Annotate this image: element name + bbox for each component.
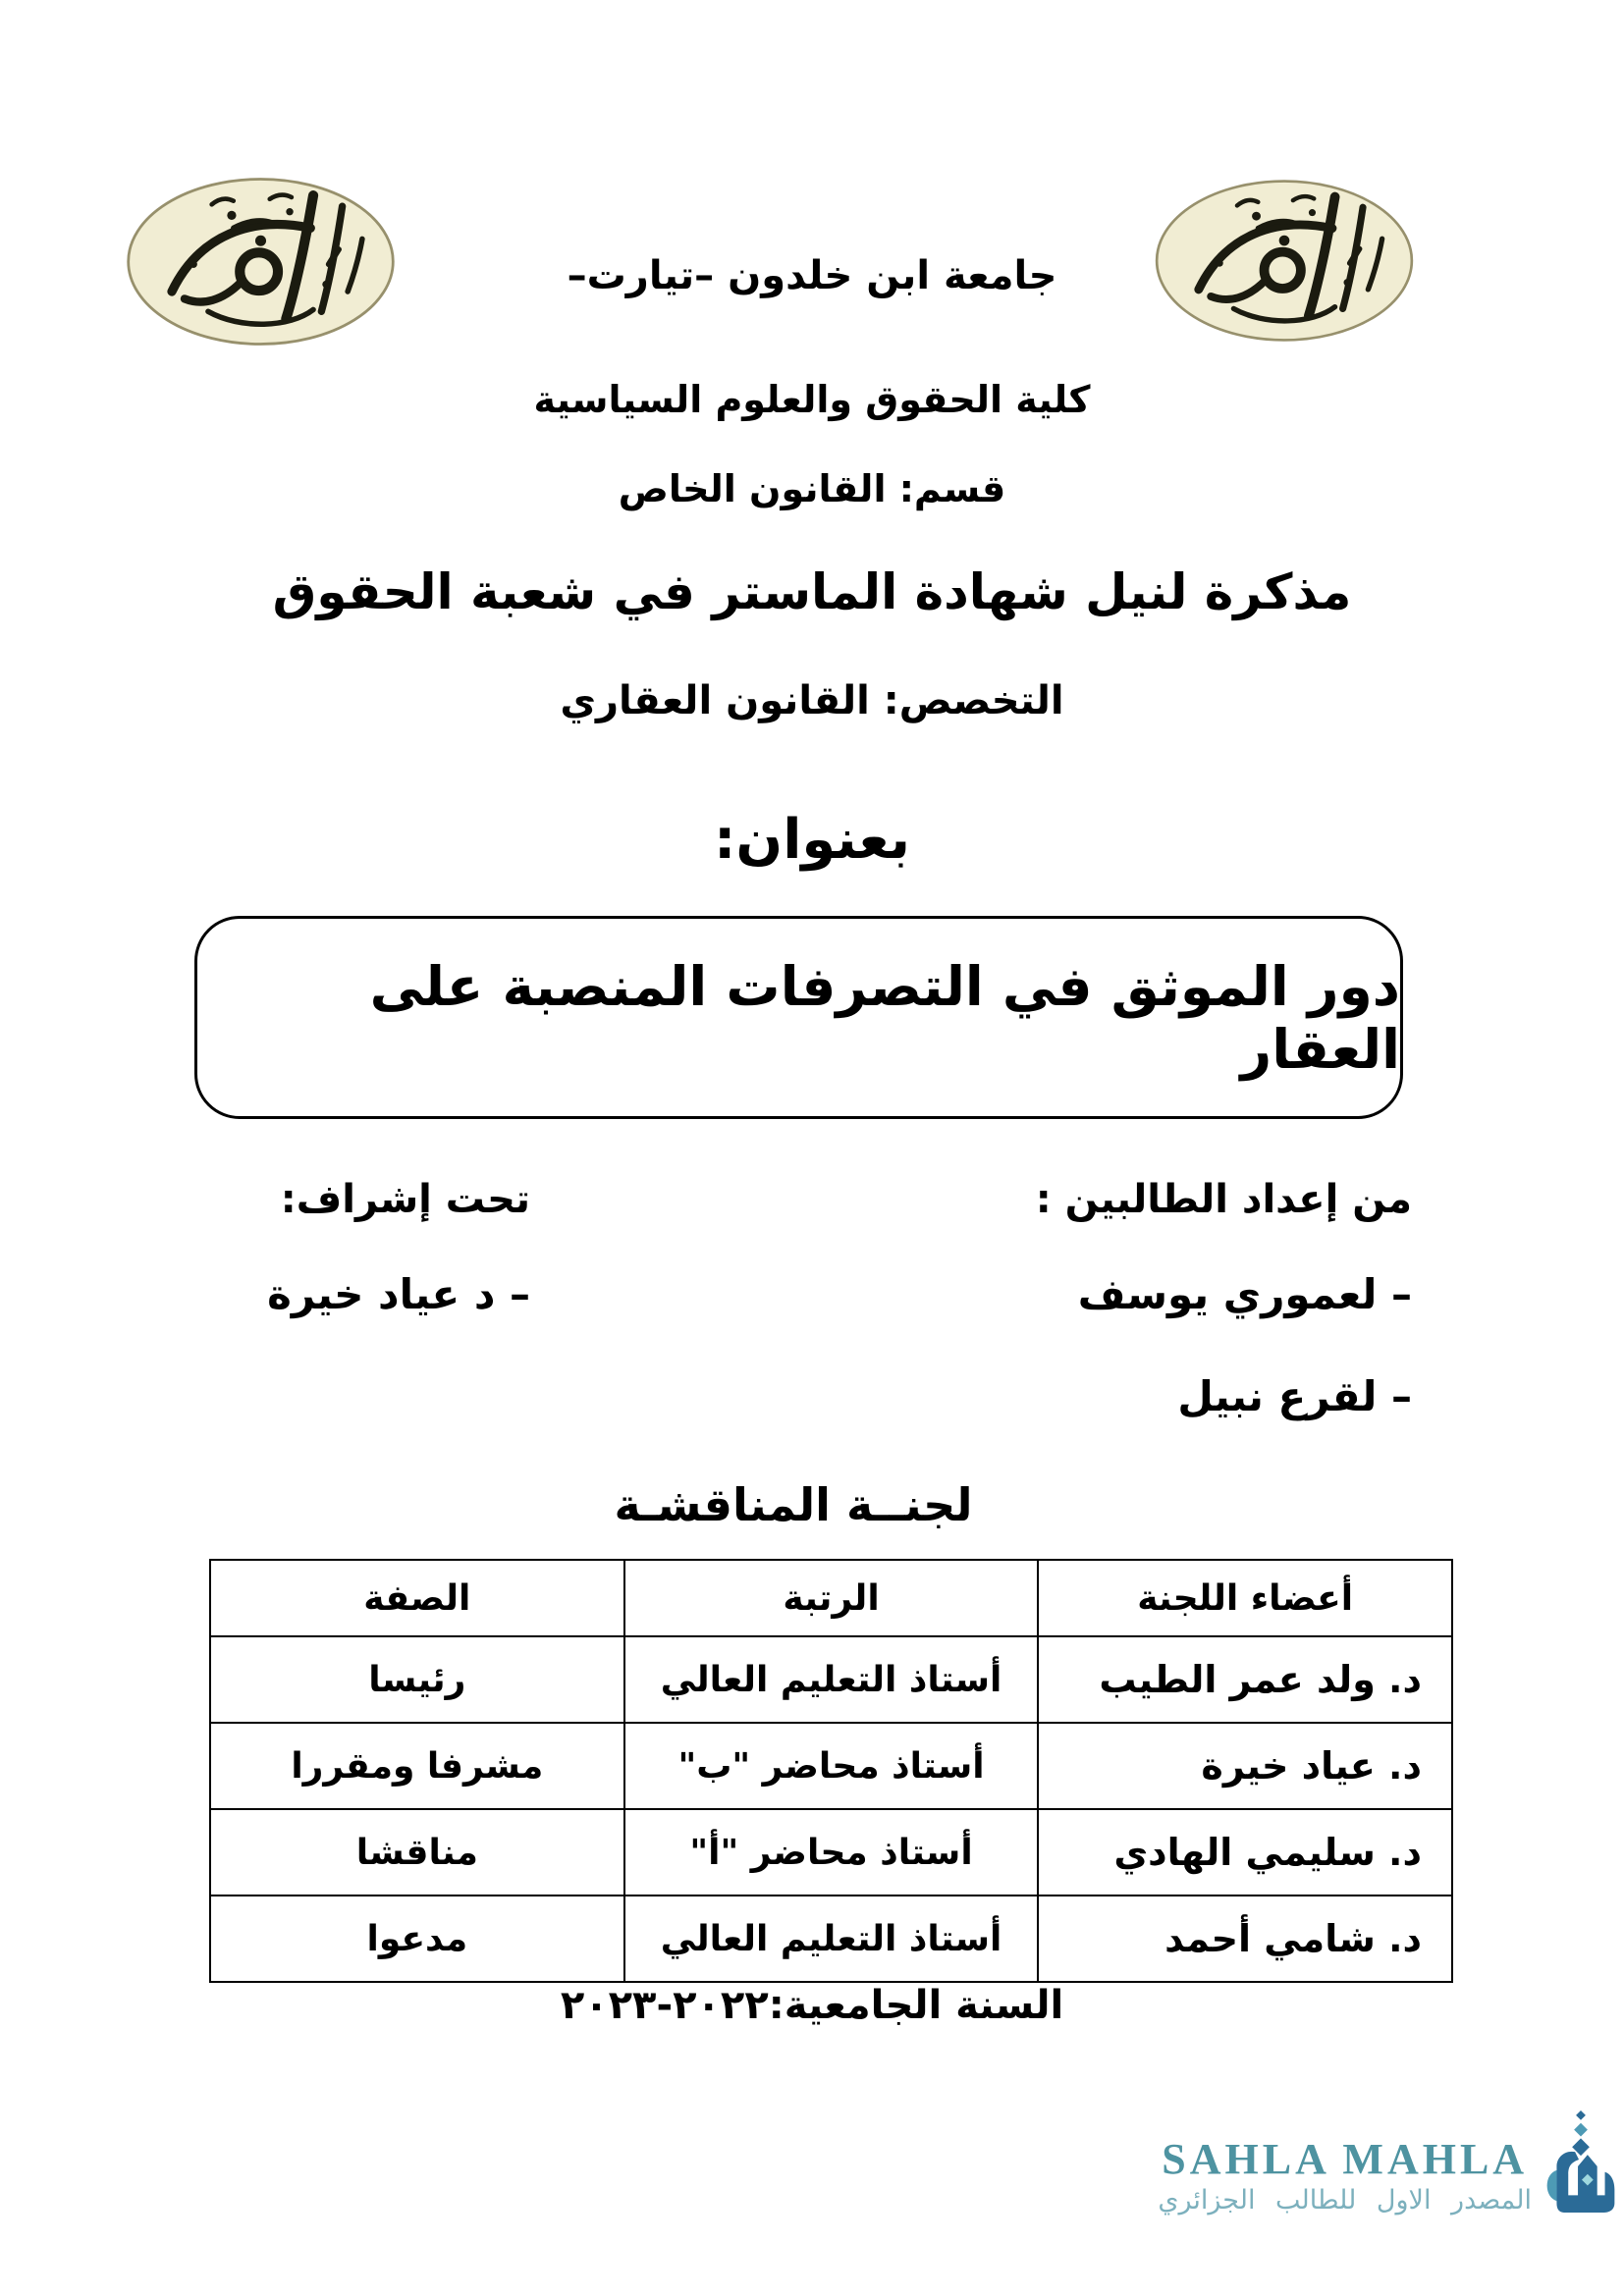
member-name: د. سليمي الهادي [1038,1809,1452,1896]
member-name: د. ولد عمر الطيب [1038,1636,1452,1723]
supervisor-name: – د عياد خيرة [267,1270,530,1318]
memoir-type-line: مذكرة لنيل شهادة الماستر في شعبة الحقوق [272,563,1352,620]
member-role: مشرفا ومقررا [210,1723,624,1809]
member-role: رئيسا [210,1636,624,1723]
brand-name: SAHLA MAHLA [1162,2135,1529,2183]
member-name: د. عياد خيرة [1038,1723,1452,1809]
supervision-block [118,1176,530,1319]
member-role: مدعوا [210,1896,624,1982]
thesis-title: دور الموثق في التصرفات المنصبة على العقار [369,954,1400,1081]
student-name: – لقرع نبيل [1177,1372,1412,1421]
committee-table [209,1559,1453,1983]
department-name: قسم: القانون الخاص [618,467,1006,510]
member-rank: أستاذ التعليم العالي [624,1896,1039,1982]
table-header-row [210,1560,1452,1636]
brand-text-block [1158,2109,1532,2216]
column-header-rank: الرتبة [624,1560,1039,1636]
brand-tagline: المصدر الاول للطالب الجزائري [1158,2185,1532,2216]
prepared-by-heading: من إعداد الطالبين : [1035,1177,1412,1222]
university-name: جامعة ابن خلدون –تيارت– [567,253,1057,298]
column-header-members: أعضاء اللجنة [1038,1560,1452,1636]
member-name: د. شامي أحمد [1038,1896,1452,1982]
table-row [210,1636,1452,1723]
sahla-mahla-emblem-icon [1543,2109,1618,2215]
specialty-line: التخصص: القانون العقاري [560,678,1064,723]
academic-year: السنة الجامعية:٢٠٢٢-٢٠٢٣ [560,1983,1064,2028]
table-row [210,1723,1452,1809]
thesis-title-box [194,916,1403,1119]
member-rank: أستاذ محاضر "ب" [624,1723,1039,1809]
table-row [210,1896,1452,1982]
table-row [210,1809,1452,1896]
student-name: – لعموري يوسف [1077,1270,1412,1318]
member-rank: أستاذ التعليم العالي [624,1636,1039,1723]
sahla-mahla-logo [1158,2109,1618,2216]
supervision-heading: تحت إشراف: [280,1177,530,1222]
member-rank: أستاذ محاضر "أ" [624,1809,1039,1896]
entitled-label: بعنوان: [714,808,910,872]
committee-heading: لجنــة المناقشـة [614,1478,973,1531]
faculty-name: كلية الحقوق والعلوم السياسية [533,378,1091,421]
member-role: مناقشا [210,1809,624,1896]
prepared-by-block [862,1176,1412,1422]
column-header-role: الصفة [210,1560,624,1636]
